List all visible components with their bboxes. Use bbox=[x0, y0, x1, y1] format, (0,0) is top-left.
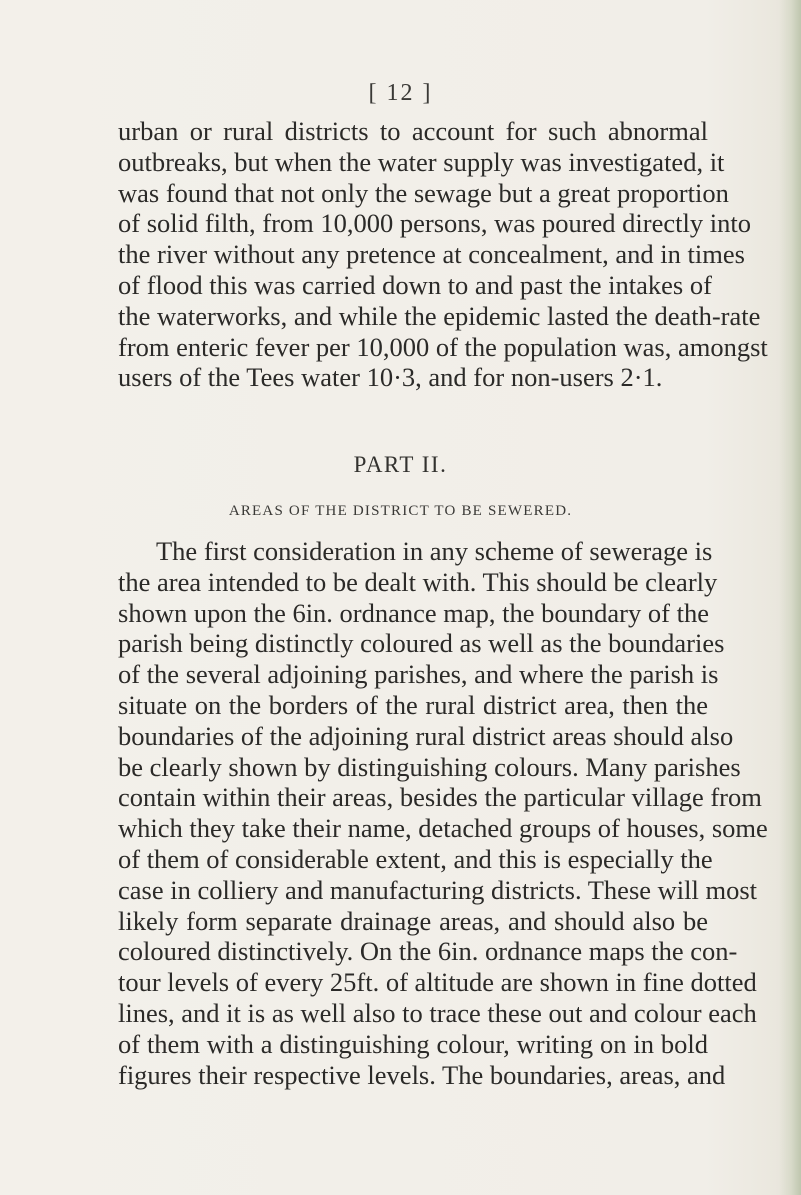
page-number: [ 12 ] bbox=[368, 80, 433, 106]
text-line: be clearly shown by distinguishing colours. Many parishes bbox=[118, 751, 741, 782]
page-edge-shadow bbox=[779, 0, 801, 1195]
body-paragraph bbox=[118, 536, 768, 1090]
text-line: tour levels of every 25ft. of altitude are shown in fine dotted bbox=[118, 967, 757, 998]
text-line: users of the Tees water 10·3, and for non-users 2·1. bbox=[118, 362, 663, 393]
text-line: outbreaks, but when the water supply was investigated, it bbox=[118, 146, 725, 177]
text-line: The first consideration in any scheme of sewerage is bbox=[156, 536, 713, 566]
text-line: was found that not only the sewage but a great proportion bbox=[118, 177, 729, 208]
text-line: shown upon the 6in. ordnance map, the boundary of the bbox=[118, 597, 709, 628]
text-line: of them of considerable extent, and this is especially the bbox=[118, 843, 713, 874]
section-heading: AREAS OF THE DISTRICT TO BE SEWERED. bbox=[228, 503, 573, 519]
text-line: the area intended to be dealt with. This should be clearly bbox=[118, 566, 718, 597]
text-line: lines, and it is as well also to trace these out and colour each bbox=[118, 997, 757, 1028]
text-line: parish being distinctly coloured as well as the boundaries bbox=[118, 628, 725, 659]
text-line: the river without any pretence at concealment, and in times bbox=[118, 239, 745, 270]
text-line: the waterworks, and while the epidemic lasted the death-rate bbox=[118, 300, 761, 331]
text-line: boundaries of the adjoining rural district areas should also bbox=[118, 720, 734, 751]
text-line: urban or rural districts to account for such abnormal bbox=[118, 116, 708, 146]
text-line: figures their respective levels. The boundaries, areas, and bbox=[118, 1059, 726, 1090]
part-heading: PART II. bbox=[353, 452, 448, 477]
text-line: of them with a distinguishing colour, writing on in bold bbox=[118, 1028, 708, 1059]
text-line: case in colliery and manufacturing districts. These will most bbox=[118, 874, 758, 905]
text-line: of flood this was carried down to and past the intakes of bbox=[118, 269, 712, 300]
text-line: contain within their areas, besides the particular village from bbox=[118, 782, 762, 813]
text-line: situate on the borders of the rural district area, then the bbox=[118, 689, 708, 720]
text-line: of the several adjoining parishes, and where the parish is bbox=[118, 659, 719, 690]
text-line: coloured distinctively. On the 6in. ordnance maps the con- bbox=[118, 936, 738, 967]
text-line: which they take their name, detached groups of houses, some bbox=[118, 813, 768, 844]
text-line: likely form separate drainage areas, and should also be bbox=[118, 905, 708, 936]
text-line: from enteric fever per 10,000 of the population was, amongst bbox=[118, 331, 768, 362]
text-line: of solid filth, from 10,000 persons, was poured directly into bbox=[118, 208, 751, 239]
intro-paragraph bbox=[118, 116, 768, 393]
